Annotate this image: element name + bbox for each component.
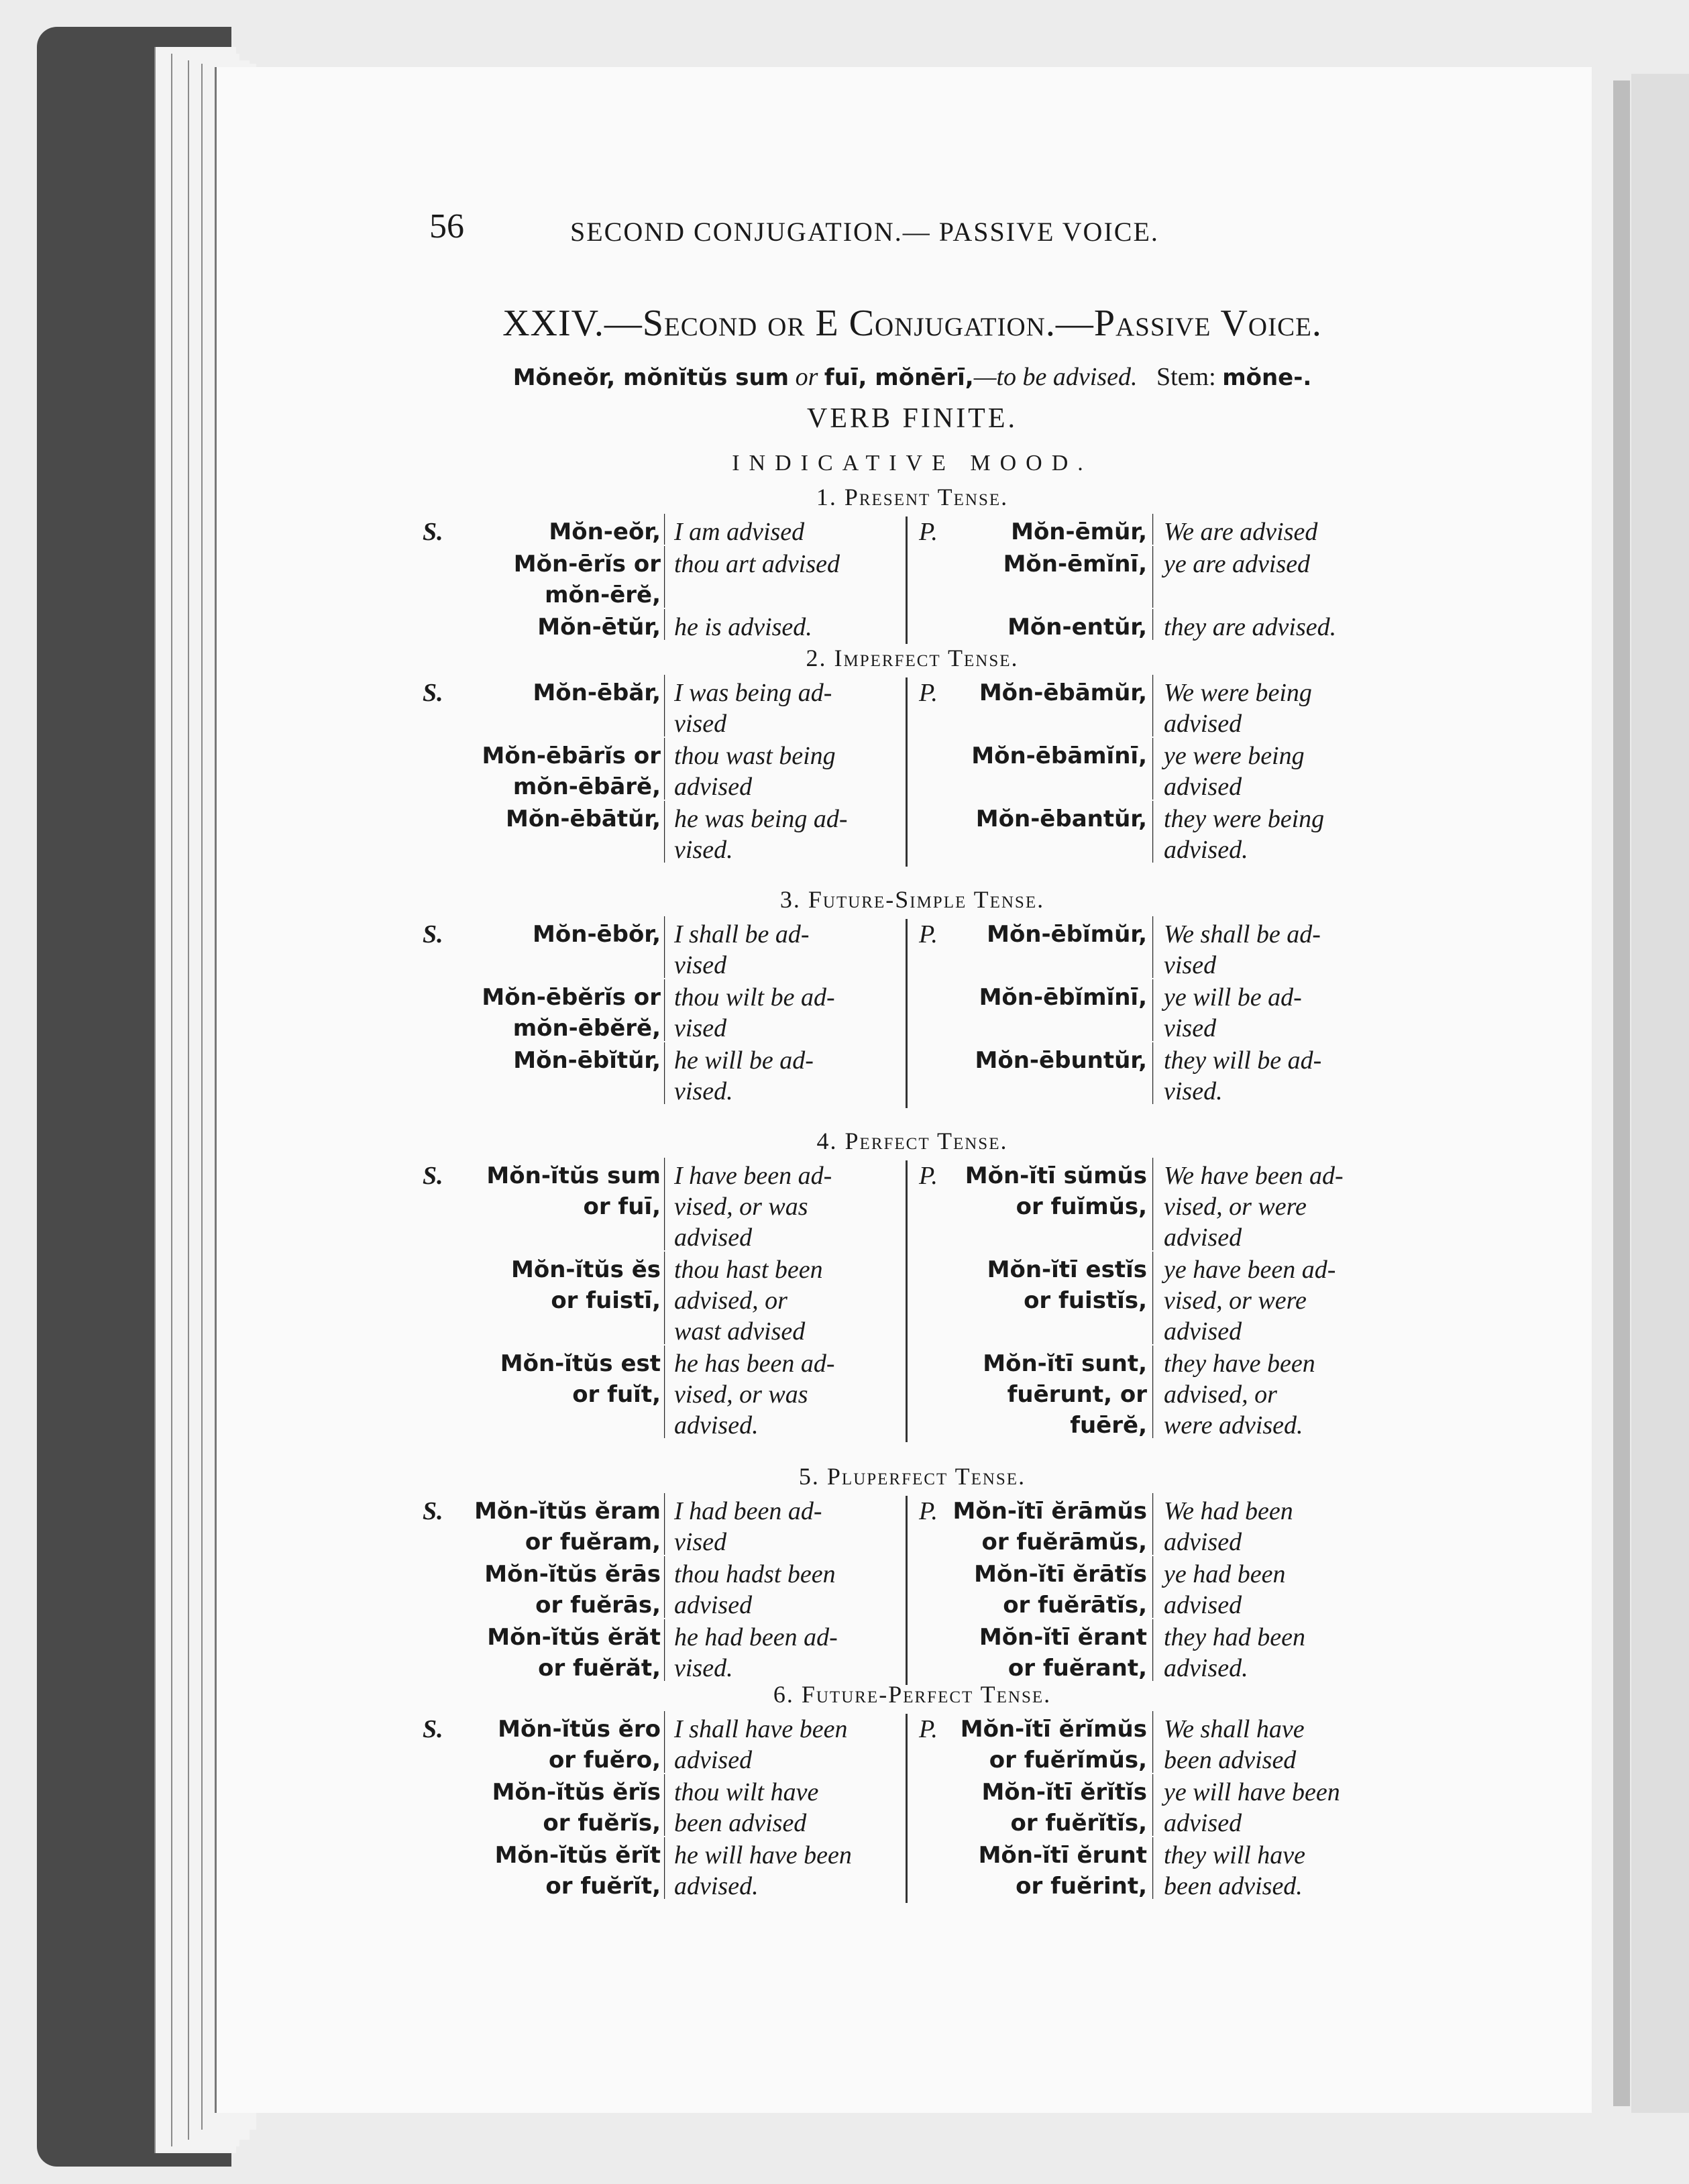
english-singular-meaning [674, 1496, 895, 1558]
latin-singular-form [459, 677, 661, 708]
english-line: been advised. [1164, 1872, 1303, 1900]
latin-singular-form [459, 919, 661, 950]
latin-line: Mŏn-ēbantŭr, [975, 806, 1147, 832]
tense-heading: 5. Pluperfect Tense. [798, 1463, 1026, 1490]
latin-line: or fuĕrās, [535, 1592, 661, 1619]
running-head-title: SECOND CONJUGATION.— PASSIVE VOICE. [570, 217, 1159, 247]
latin-line: Mŏn-ētŭr, [537, 614, 661, 641]
latin-plural-form [946, 1254, 1147, 1316]
english-line: ye are advised [1164, 550, 1311, 578]
brace-mark [664, 514, 667, 545]
latin-line: Mŏn-entŭr, [1007, 614, 1147, 641]
english-line: vised, or was [674, 1193, 808, 1221]
latin-line: Mŏn-ĭtŭs ĕs [511, 1256, 661, 1283]
english-line: he is advised. [674, 613, 812, 641]
or-word: or [795, 363, 818, 391]
english-line: he has been ad- [674, 1350, 835, 1378]
brace-mark [664, 1837, 667, 1899]
brace-mark [664, 738, 667, 800]
english-line: ye were being [1164, 742, 1305, 770]
english-plural-meaning [1164, 1045, 1395, 1107]
next-page-edge [1631, 74, 1689, 2113]
brace-mark [1152, 1619, 1155, 1681]
english-line: vised, or was [674, 1380, 808, 1409]
singular-label: S. [423, 518, 443, 546]
brace-mark [1152, 1346, 1155, 1438]
brace-mark [1152, 1774, 1155, 1836]
english-line: they have been [1164, 1350, 1315, 1378]
latin-line: fuērĕ, [1070, 1412, 1147, 1439]
plural-label: P. [919, 679, 938, 707]
principal-parts-cont: fuī, mŏnērī, [824, 364, 974, 391]
latin-line: Mŏn-ēmŭr, [1011, 518, 1147, 545]
latin-line: Mŏn-ĭtī estĭs [987, 1256, 1147, 1283]
english-line: advised, or [674, 1287, 787, 1315]
english-plural-meaning [1164, 1254, 1395, 1347]
latin-plural-form [946, 741, 1147, 771]
english-singular-meaning [674, 741, 895, 802]
latin-line: Mŏn-ĭtŭs ĕram [474, 1498, 661, 1525]
english-line: thou hast been [674, 1256, 823, 1284]
latin-line: Mŏn-ĭtŭs ĕro [498, 1716, 661, 1743]
english-line: We were being [1164, 679, 1312, 707]
latin-plural-form [946, 1496, 1147, 1558]
chapter-heading: XXIV.—Second or E Conjugation.—Passive Voice. [502, 303, 1322, 344]
latin-line: Mŏn-ēbātŭr, [506, 806, 661, 832]
english-plural-meaning [1164, 677, 1395, 739]
english-singular-meaning [674, 1622, 895, 1684]
english-line: vised [674, 710, 727, 738]
latin-singular-form [459, 1714, 661, 1776]
tense-heading: 1. Present Tense. [816, 484, 1009, 510]
english-line: vised [1164, 1014, 1217, 1042]
english-line: vised, or were [1164, 1287, 1307, 1315]
english-plural-meaning [1164, 1840, 1395, 1902]
english-line: advised [674, 773, 753, 801]
english-line: vised. [674, 1077, 733, 1105]
latin-line: Mŏn-ēbuntŭr, [975, 1047, 1147, 1074]
english-plural-meaning [1164, 1777, 1395, 1839]
english-line: We shall have [1164, 1715, 1305, 1743]
english-line: they are advised. [1164, 613, 1337, 641]
english-singular-meaning [674, 804, 895, 865]
latin-line: Mŏn-ēbăr, [533, 679, 661, 706]
latin-line: Mŏn-ĭtī sŭmŭs [965, 1162, 1147, 1189]
english-line: he had been ad- [674, 1623, 838, 1651]
stem-label: Stem: [1156, 363, 1216, 391]
brace-mark [1152, 1042, 1155, 1104]
brace-mark [664, 916, 667, 978]
english-line: wast advised [674, 1317, 806, 1346]
latin-plural-form [946, 1840, 1147, 1902]
english-line: advised [1164, 1317, 1242, 1346]
latin-line: Mŏn-ĭtŭs ĕrĭt [494, 1842, 661, 1869]
column-divider [906, 1496, 908, 1685]
latin-line: Mŏn-ĭtī ĕrĭtĭs [981, 1779, 1147, 1806]
singular-label: S. [423, 1715, 443, 1743]
brace-mark [664, 1042, 667, 1104]
latin-plural-form [946, 612, 1147, 643]
english-line: he was being ad- [674, 805, 848, 833]
english-line: thou hadst been [674, 1560, 836, 1588]
english-line: advised, or [1164, 1380, 1277, 1409]
latin-line: or fuĕro, [548, 1747, 661, 1773]
column-divider [906, 677, 908, 867]
latin-line: Mŏn-ĭtŭs ĕrĭs [492, 1779, 661, 1806]
tense-heading: 4. Perfect Tense. [816, 1128, 1008, 1154]
latin-line: or fuĕrĭt, [545, 1873, 661, 1900]
english-line: vised [674, 1528, 727, 1556]
english-line: thou wast being [674, 742, 836, 770]
latin-line: mŏn-ēbĕrĕ, [512, 1015, 661, 1042]
latin-plural-form [946, 804, 1147, 834]
english-line: ye had been [1164, 1560, 1286, 1588]
english-singular-meaning [674, 1254, 895, 1347]
latin-plural-form [946, 1348, 1147, 1441]
latin-singular-form [459, 741, 661, 802]
english-line: advised [1164, 1809, 1242, 1837]
latin-plural-form [946, 1714, 1147, 1776]
english-line: advised [1164, 1223, 1242, 1252]
mood-heading: INDICATIVE MOOD. [732, 451, 1093, 476]
latin-line: or fuĕrĭs, [543, 1810, 661, 1837]
english-line: vised. [674, 1654, 733, 1682]
english-singular-meaning [674, 982, 895, 1044]
english-line: We have been ad- [1164, 1162, 1344, 1190]
column-divider [906, 919, 908, 1108]
latin-line: or fuistī, [551, 1287, 661, 1314]
singular-label: S. [423, 1497, 443, 1525]
latin-line: Mŏn-ĭtŭs ĕrās [484, 1561, 661, 1588]
english-line: advised. [1164, 836, 1248, 864]
latin-singular-form [459, 1777, 661, 1839]
english-plural-meaning [1164, 1714, 1395, 1776]
latin-line: Mŏn-ĭtī sunt, [983, 1350, 1147, 1377]
latin-singular-form [459, 516, 661, 547]
brace-mark [664, 1711, 667, 1773]
brace-mark [664, 1619, 667, 1681]
latin-singular-form [459, 1348, 661, 1410]
tense-heading: 3. Future-Simple Tense. [779, 886, 1045, 913]
latin-line: or fuĕrint, [1016, 1873, 1147, 1900]
english-plural-meaning [1164, 1496, 1395, 1558]
english-line: vised. [674, 836, 733, 864]
singular-label: S. [423, 920, 443, 948]
english-line: We shall be ad- [1164, 920, 1321, 948]
latin-line: or fuĕrĭtĭs, [1010, 1810, 1147, 1837]
latin-line: Mŏn-ēbāmĭnī, [971, 743, 1147, 769]
latin-line: or fuistĭs, [1024, 1287, 1147, 1314]
latin-singular-form [459, 1622, 661, 1684]
english-singular-meaning [674, 1559, 895, 1621]
latin-line: Mŏn-ēbĭtŭr, [513, 1047, 661, 1074]
plural-label: P. [919, 920, 938, 948]
latin-singular-form [459, 1254, 661, 1316]
english-line: he will have been [674, 1841, 852, 1869]
latin-line: Mŏn-ĭtŭs sum [486, 1162, 661, 1189]
brace-mark [664, 1774, 667, 1836]
latin-line: or fuĕrĭmŭs, [989, 1747, 1147, 1773]
page-number: 56 [429, 207, 464, 245]
latin-line: Mŏn-ĭtī ĕrunt [978, 1842, 1147, 1869]
plural-label: P. [919, 1162, 938, 1190]
latin-plural-form [946, 677, 1147, 708]
brace-mark [664, 1556, 667, 1618]
english-line: ye will have been [1164, 1778, 1340, 1806]
latin-plural-form [946, 1777, 1147, 1839]
english-plural-meaning [1164, 982, 1395, 1044]
latin-plural-form [946, 919, 1147, 950]
plural-label: P. [919, 1715, 938, 1743]
latin-plural-form [946, 1045, 1147, 1076]
latin-plural-form [946, 549, 1147, 580]
english-line: advised [1164, 710, 1242, 738]
latin-plural-form [946, 1559, 1147, 1621]
brace-mark [664, 546, 667, 608]
column-divider [906, 1160, 908, 1442]
brace-mark [1152, 1493, 1155, 1555]
english-line: ye have been ad- [1164, 1256, 1336, 1284]
brace-mark [664, 609, 667, 640]
latin-line: mŏn-ērĕ, [545, 582, 661, 608]
brace-mark [1152, 1158, 1155, 1250]
latin-line: or fuĕrăt, [538, 1655, 661, 1682]
tense-heading: 2. Imperfect Tense. [806, 645, 1019, 671]
english-plural-meaning [1164, 1348, 1395, 1441]
english-line: I have been ad- [674, 1162, 832, 1190]
latin-singular-form [459, 612, 661, 643]
latin-line: or fuī, [583, 1193, 661, 1220]
english-line: I shall be ad- [674, 920, 810, 948]
brace-mark [1152, 1837, 1155, 1899]
english-singular-meaning [674, 1714, 895, 1776]
latin-line: or fuĕram, [525, 1529, 661, 1555]
latin-line: or fuĕrant, [1007, 1655, 1147, 1682]
brace-mark [1152, 801, 1155, 863]
english-line: advised. [674, 1411, 759, 1439]
verb-meaning: —to be advised. [973, 363, 1138, 391]
english-plural-meaning [1164, 516, 1395, 547]
brace-mark [1152, 1252, 1155, 1344]
latin-singular-form [459, 982, 661, 1044]
brace-mark [664, 979, 667, 1041]
latin-line: Mŏn-ĭtī ĕrant [979, 1624, 1147, 1651]
latin-line: Mŏn-ēmĭnī, [1003, 551, 1147, 578]
latin-singular-form [459, 1559, 661, 1621]
brace-mark [1152, 514, 1155, 545]
english-singular-meaning [674, 1777, 895, 1839]
column-divider [906, 516, 908, 644]
latin-line: or fuĭt, [572, 1381, 661, 1408]
latin-singular-form [459, 549, 661, 610]
english-plural-meaning [1164, 804, 1395, 865]
english-line: thou art advised [674, 550, 840, 578]
latin-line: or fuĭmŭs, [1016, 1193, 1147, 1220]
latin-line: fuērunt, or [1007, 1381, 1147, 1408]
principal-parts-line [429, 362, 1395, 392]
brace-mark [1152, 1711, 1155, 1773]
latin-singular-form [459, 804, 661, 834]
english-line: ye will be ad- [1164, 983, 1302, 1012]
english-line: We are advised [1164, 518, 1318, 546]
brace-mark [664, 801, 667, 863]
plural-label: P. [919, 518, 938, 546]
brace-mark [664, 1346, 667, 1438]
english-line: vised, or were [1164, 1193, 1307, 1221]
brace-mark [1152, 916, 1155, 978]
english-line: advised [1164, 1591, 1242, 1619]
brace-mark [1152, 546, 1155, 608]
stem: mŏne-. [1222, 364, 1312, 391]
english-singular-meaning [674, 677, 895, 739]
latin-line: Mŏn-ēbāmŭr, [979, 679, 1147, 706]
latin-plural-form [946, 516, 1147, 547]
english-singular-meaning [674, 549, 895, 580]
tense-heading: 6. Future-Perfect Tense. [773, 1681, 1052, 1708]
english-line: vised [674, 1014, 727, 1042]
english-line: he will be ad- [674, 1046, 814, 1075]
latin-line: Mŏn-ĭtŭs ĕrăt [487, 1624, 661, 1651]
latin-line: or fuĕrātĭs, [1003, 1592, 1147, 1619]
english-line: been advised [674, 1809, 807, 1837]
english-line: advised. [1164, 1654, 1248, 1682]
english-singular-meaning [674, 1840, 895, 1902]
latin-line: or fuĕrāmŭs, [981, 1529, 1147, 1555]
english-line: advised [674, 1223, 753, 1252]
english-line: they will have [1164, 1841, 1306, 1869]
english-line: vised [1164, 951, 1217, 979]
brace-mark [664, 1493, 667, 1555]
latin-line: Mŏn-ĭtī ĕrāmŭs [952, 1498, 1147, 1525]
english-singular-meaning [674, 516, 895, 547]
latin-plural-form [946, 1160, 1147, 1222]
english-line: vised [674, 951, 727, 979]
english-line: they had been [1164, 1623, 1306, 1651]
latin-line: Mŏn-ēbĭmĭnī, [979, 984, 1147, 1011]
latin-plural-form [946, 982, 1147, 1013]
english-singular-meaning [674, 1160, 895, 1253]
brace-mark [664, 1252, 667, 1344]
english-line: I had been ad- [674, 1497, 822, 1525]
latin-line: Mŏn-ērĭs or [513, 551, 661, 578]
english-line: I shall have been [674, 1715, 848, 1743]
brace-mark [1152, 1556, 1155, 1618]
brace-mark [664, 1158, 667, 1250]
singular-label: S. [423, 1162, 443, 1190]
english-singular-meaning [674, 612, 895, 643]
latin-line: mŏn-ēbārĕ, [512, 773, 661, 800]
brace-mark [1152, 609, 1155, 640]
english-line: thou wilt have [674, 1778, 819, 1806]
latin-singular-form [459, 1840, 661, 1902]
english-singular-meaning [674, 919, 895, 981]
principal-parts: Mŏneŏr, mŏnĭtŭs sum [512, 364, 789, 391]
latin-line: Mŏn-ĭtī ĕrātĭs [974, 1561, 1147, 1588]
english-line: they will be ad- [1164, 1046, 1322, 1075]
verb-finite-heading: VERB FINITE. [807, 403, 1018, 434]
english-line: been advised [1164, 1746, 1297, 1774]
running-header [429, 201, 1395, 255]
english-plural-meaning [1164, 1622, 1395, 1684]
english-line: I was being ad- [674, 679, 832, 707]
english-singular-meaning [674, 1348, 895, 1441]
latin-singular-form [459, 1160, 661, 1222]
english-line: I am advised [674, 518, 805, 546]
brace-mark [1152, 738, 1155, 800]
latin-plural-form [946, 1622, 1147, 1684]
english-line: advised [674, 1746, 753, 1774]
latin-line: Mŏn-ēbĭmŭr, [987, 921, 1147, 948]
latin-singular-form [459, 1045, 661, 1076]
latin-line: Mŏn-ēbārĭs or [482, 743, 661, 769]
latin-line: Mŏn-ēbŏr, [533, 921, 661, 948]
plural-label: P. [919, 1497, 938, 1525]
english-plural-meaning [1164, 1559, 1395, 1621]
english-line: advised. [674, 1872, 759, 1900]
english-line: advised [1164, 773, 1242, 801]
english-line: were advised. [1164, 1411, 1303, 1439]
english-line: thou wilt be ad- [674, 983, 835, 1012]
latin-singular-form [459, 1496, 661, 1558]
english-line: We had been [1164, 1497, 1293, 1525]
latin-line: Mŏn-ēbĕrĭs or [482, 984, 661, 1011]
brace-mark [1152, 675, 1155, 736]
english-plural-meaning [1164, 612, 1395, 643]
latin-line: Mŏn-ĭtŭs est [500, 1350, 661, 1377]
english-plural-meaning [1164, 549, 1395, 580]
english-plural-meaning [1164, 741, 1395, 802]
english-line: vised. [1164, 1077, 1223, 1105]
english-plural-meaning [1164, 919, 1395, 981]
page-gutter [1613, 80, 1630, 2106]
latin-line: Mŏn-eŏr, [549, 518, 661, 545]
brace-mark [664, 675, 667, 736]
english-singular-meaning [674, 1045, 895, 1107]
latin-line: Mŏn-ĭtī ĕrĭmŭs [960, 1716, 1147, 1743]
english-line: advised [674, 1591, 753, 1619]
singular-label: S. [423, 679, 443, 707]
brace-mark [1152, 979, 1155, 1041]
column-divider [906, 1714, 908, 1903]
english-plural-meaning [1164, 1160, 1395, 1253]
english-line: they were being [1164, 805, 1325, 833]
english-line: advised [1164, 1528, 1242, 1556]
